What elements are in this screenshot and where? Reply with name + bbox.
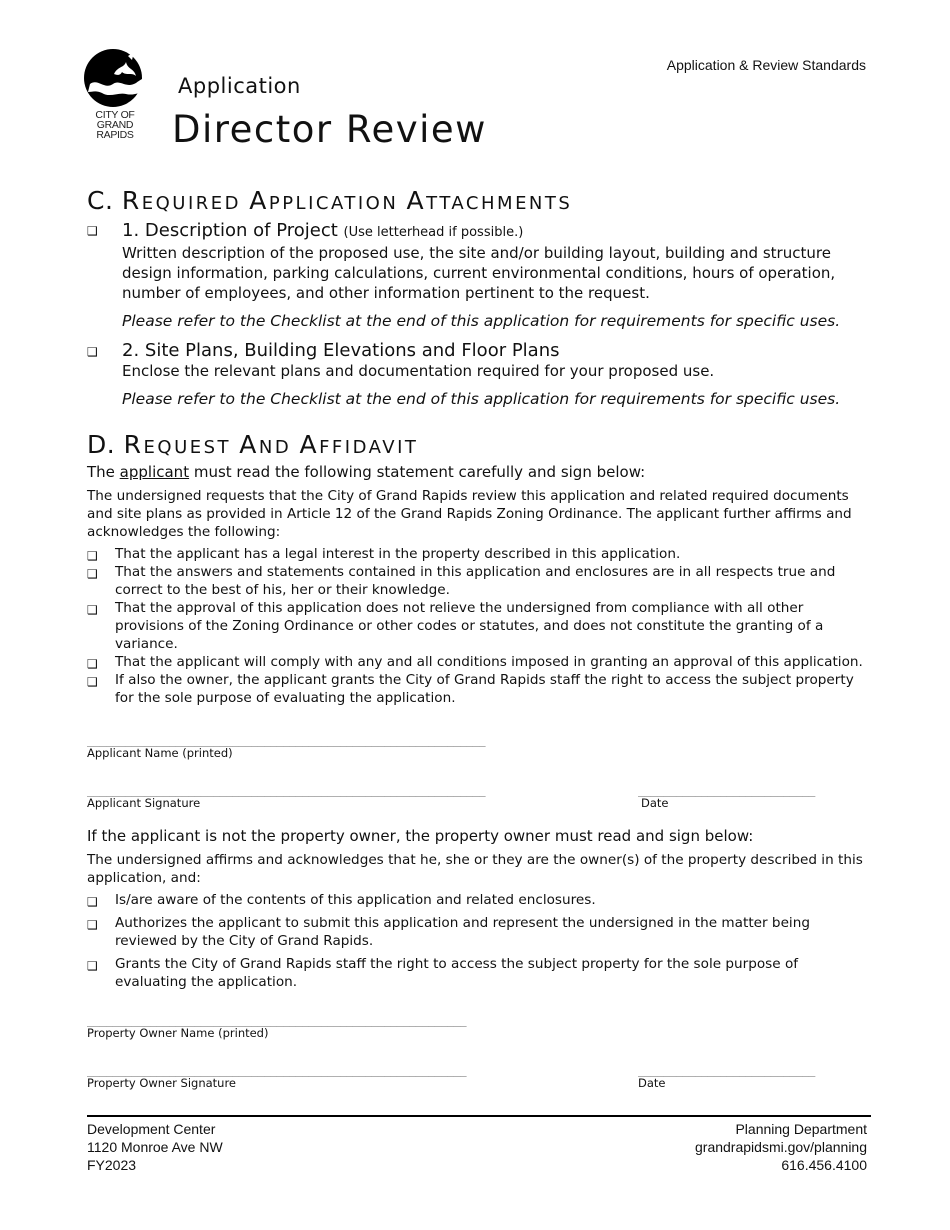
owner-para-line: The undersigned affirms and acknowledges that he, she or they are the owner(s) of the property described in this	[87, 852, 863, 868]
checkbox-icon[interactable]: ❑	[87, 657, 98, 671]
applicant-date-label: Date	[641, 796, 669, 810]
applicant-intro	[87, 463, 645, 481]
footer-left	[87, 1120, 223, 1174]
footer-right	[695, 1120, 867, 1174]
checklist-line: That the answers and statements contained in this application and enclosures are in all respects true and	[115, 564, 836, 580]
checklist-line: provisions of the Zoning Ordinance or other codes or statutes, and does not constitute the granting of a	[115, 618, 824, 634]
footer-department: Planning Department	[735, 1121, 867, 1137]
checklist-line: Grants the City of Grand Rapids staff the right to access the subject property for the sole purpose of	[115, 956, 799, 972]
item2-description: Enclose the relevant plans and documentation required for your proposed use.	[122, 362, 715, 380]
item1-note: (Use letterhead if possible.)	[343, 225, 524, 240]
logo-mark-icon	[84, 48, 146, 110]
checklist-item-text	[115, 563, 877, 599]
affidavit-paragraph	[87, 487, 852, 541]
applicant-term: applicant	[119, 463, 190, 481]
checklist-item	[87, 914, 877, 950]
checklist-item	[87, 563, 877, 599]
checkbox-icon[interactable]: ❑	[87, 959, 98, 973]
item1-description	[122, 243, 835, 303]
checkbox-icon[interactable]: ❑	[87, 895, 98, 909]
checklist-item-text	[115, 599, 877, 653]
checklist-item-text	[115, 653, 877, 671]
checklist-line: That the applicant has a legal interest in the property described in this application.	[115, 546, 681, 562]
para-line: and site plans as provided in Article 12 of the Grand Rapids Zoning Ordinance. The applicant further affirms and	[87, 506, 852, 522]
owner-paragraph	[87, 851, 863, 887]
section-c-heading	[87, 186, 572, 215]
footer-rule	[87, 1115, 871, 1117]
checklist-item	[87, 599, 877, 653]
checkbox-icon[interactable]: ❑	[87, 345, 98, 359]
checkbox-icon[interactable]: ❑	[87, 603, 98, 617]
item2-title: 2. Site Plans, Building Elevations and Floor Plans	[122, 340, 560, 361]
footer-office: Development Center	[87, 1121, 216, 1137]
checklist-line: If also the owner, the applicant grants the City of Grand Rapids staff the right to access the subject property	[115, 672, 854, 688]
section-d-letter: D.	[87, 430, 116, 459]
applicant-date-line[interactable]: ____________________________	[638, 784, 816, 797]
section-d-heading	[87, 430, 418, 459]
item2-refer-note: Please refer to the Checklist at the end of this application for requirements for specific uses.	[122, 390, 841, 408]
application-label: Application	[178, 74, 301, 98]
checklist-item	[87, 955, 877, 991]
checklist-item	[87, 545, 877, 563]
footer-website[interactable]: grandrapidsmi.gov/planning	[695, 1139, 867, 1155]
checklist-line: Authorizes the applicant to submit this application and represent the undersigned in the matter being	[115, 915, 810, 931]
footer-phone: 616.456.4100	[781, 1157, 867, 1173]
owner-para-line: application, and:	[87, 870, 201, 886]
footer-address: 1120 Monroe Ave NW	[87, 1139, 223, 1155]
item1-desc-line: design information, parking calculations, current environmental conditions, hours of operation,	[122, 264, 836, 282]
footer-year: FY2023	[87, 1157, 137, 1173]
standards-label: Application & Review Standards	[666, 57, 866, 73]
checklist-item-text	[115, 671, 877, 707]
intro-pre: The	[87, 463, 120, 481]
checkbox-icon[interactable]: ❑	[87, 549, 98, 563]
owner-intro: If the applicant is not the property owner, the property owner must read and sign below:	[87, 827, 754, 845]
checkbox-icon[interactable]: ❑	[87, 567, 98, 581]
checklist-line: That the approval of this application does not relieve the undersigned from compliance with all other	[115, 600, 804, 616]
checkbox-icon[interactable]: ❑	[87, 224, 98, 238]
para-line: The undersigned requests that the City of Grand Rapids review this application and related required documents	[87, 488, 849, 504]
item1-desc-line: Written description of the proposed use, the site and/or building layout, building and structure	[122, 244, 831, 262]
checklist-item-text	[115, 545, 877, 563]
item1-desc-line: number of employees, and other information pertinent to the request.	[122, 284, 650, 302]
checklist-line: variance.	[115, 636, 178, 652]
owner-date-line[interactable]: ____________________________	[638, 1064, 816, 1077]
checklist-item-text	[115, 955, 877, 991]
checklist-line: Is/are aware of the contents of this application and related enclosures.	[115, 892, 596, 908]
city-logo	[84, 48, 146, 146]
owner-signature-line[interactable]: ____________________________________________________________	[87, 1064, 467, 1077]
checklist-line: evaluating the application.	[115, 974, 298, 990]
checklist-item-text	[115, 914, 877, 950]
owner-name-label: Property Owner Name (printed)	[87, 1026, 269, 1040]
checklist-line: reviewed by the City of Grand Rapids.	[115, 933, 374, 949]
checklist-item	[87, 653, 877, 671]
applicant-name-label: Applicant Name (printed)	[87, 746, 233, 760]
item1-title-text: 1. Description of Project	[122, 220, 338, 241]
section-d-title: REQUEST AND AFFIDAVIT	[123, 430, 419, 459]
item1-title	[122, 220, 523, 241]
checkbox-icon[interactable]: ❑	[87, 918, 98, 932]
checklist-line: correct to the best of his, her or their knowledge.	[115, 582, 450, 598]
owner-signature-label: Property Owner Signature	[87, 1076, 237, 1090]
section-c-letter: C.	[87, 186, 114, 215]
section-c-title: REQUIRED APPLICATION ATTACHMENTS	[121, 186, 573, 215]
checklist-item	[87, 891, 877, 909]
checklist-line: for the sole purpose of evaluating the application.	[115, 690, 456, 706]
logo-text: CITY OF GRAND RAPIDS	[95, 109, 135, 141]
item1-refer-note: Please refer to the Checklist at the end of this application for requirements for specific uses.	[122, 312, 841, 330]
applicant-signature-label: Applicant Signature	[87, 796, 201, 810]
checklist-item-text	[115, 891, 877, 909]
intro-post: must read the following statement carefully and sign below:	[189, 463, 646, 481]
applicant-name-line[interactable]: _______________________________________________________________	[87, 734, 486, 747]
para-line: acknowledges the following:	[87, 524, 281, 540]
page-title: Director Review	[172, 108, 487, 151]
owner-date-label: Date	[638, 1076, 666, 1090]
owner-name-line[interactable]: ____________________________________________________________	[87, 1014, 467, 1027]
checklist-line: That the applicant will comply with any and all conditions imposed in granting an approval of this application.	[115, 654, 863, 670]
checkbox-icon[interactable]: ❑	[87, 675, 98, 689]
checklist-item	[87, 671, 877, 707]
applicant-signature-line[interactable]: _______________________________________________________________	[87, 784, 486, 797]
